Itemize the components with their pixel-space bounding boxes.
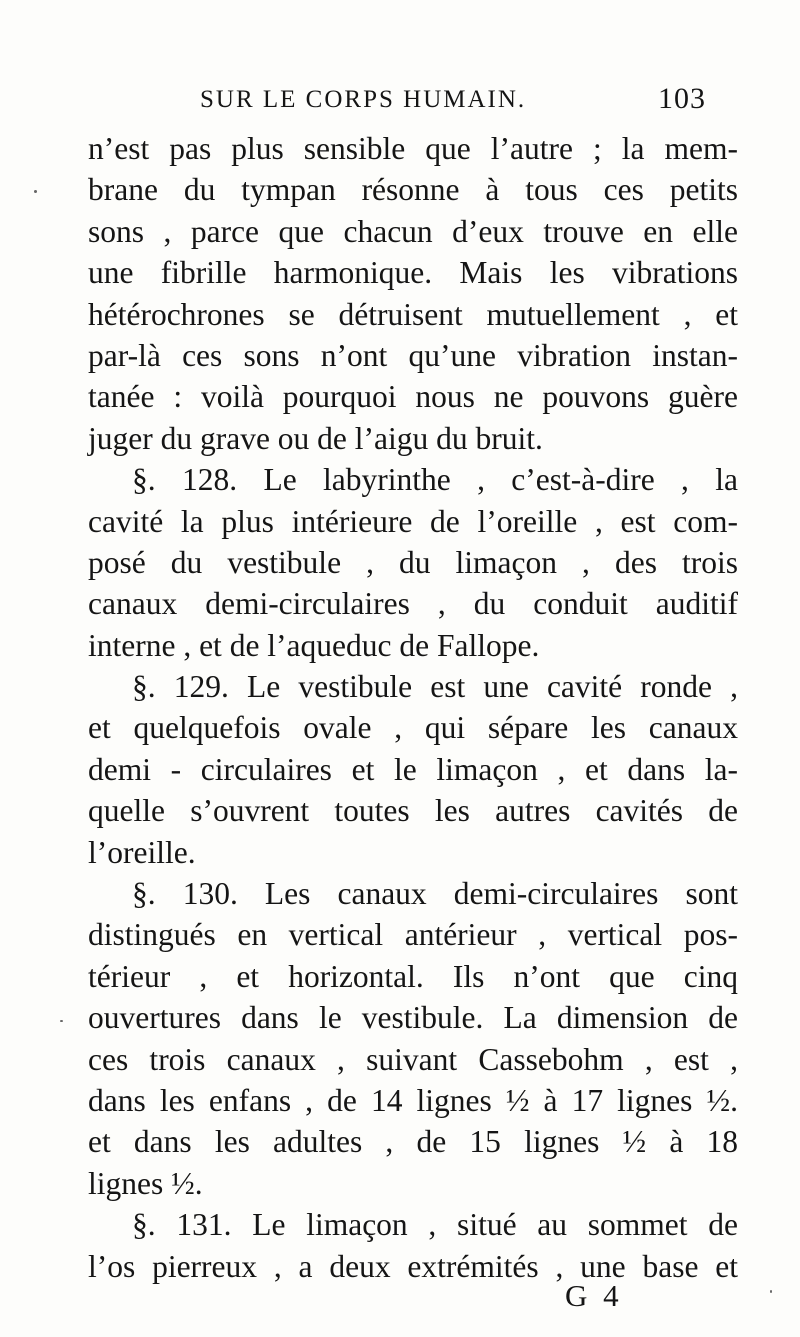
text-line: n’est pas plus sensible que l’autre ; la mem- — [88, 131, 738, 166]
paper-speck — [60, 1020, 63, 1022]
text-line: distingués en vertical antérieur , vertical pos- — [88, 917, 738, 953]
paper-speck — [34, 190, 37, 193]
text-line: juger du grave ou de l’aigu du bruit. — [88, 420, 543, 456]
text-line: lignes ½. — [88, 1165, 203, 1201]
text-line: canaux demi-circulaires , du conduit auditif — [88, 586, 738, 622]
text-line: et dans les adultes , de 15 lignes ½ à 18 — [88, 1124, 738, 1160]
text-line: une fibrille harmonique. Mais les vibrations — [88, 255, 738, 291]
text-line: brane du tympan résonne à tous ces petits — [88, 172, 738, 208]
text-line: quelle s’ouvrent toutes les autres cavités de — [88, 793, 738, 829]
text-line: dans les enfans , de 14 lignes ½ à 17 lignes ½. — [88, 1082, 738, 1118]
text-line: hétérochrones se détruisent mutuellement , et — [88, 296, 738, 332]
paper-speck — [770, 1290, 772, 1293]
running-title: SUR LE CORPS HUMAIN. — [200, 86, 527, 113]
text-line: §. 130. Les canaux demi-circulaires sont — [132, 876, 738, 912]
text-line: posé du vestibule , du limaçon , des trois — [88, 544, 738, 580]
page-number: 103 — [658, 82, 706, 115]
text-line: tanée : voilà pourquoi nous ne pouvons guère — [88, 379, 738, 415]
text-line: §. 131. Le limaçon , situé au sommet de — [132, 1207, 738, 1243]
text-line: l’oreille. — [88, 834, 196, 870]
text-line: §. 128. Le labyrinthe , c’est-à-dire , la — [132, 462, 738, 498]
text-line: ouvertures dans le vestibule. La dimension de — [88, 1000, 738, 1036]
text-line: interne , et de l’aqueduc de Fallope. — [88, 627, 540, 663]
text-line: l’os pierreux , a deux extrémités , une base et — [88, 1248, 738, 1284]
body-text — [88, 128, 738, 1287]
text-line: demi - circulaires et le limaçon , et dans la- — [88, 751, 738, 787]
text-line: §. 129. Le vestibule est une cavité ronde , — [132, 669, 738, 705]
signature-mark: G 4 — [565, 1278, 623, 1313]
text-line: cavité la plus intérieure de l’oreille , est com- — [88, 503, 738, 539]
text-line: et quelquefois ovale , qui sépare les canaux — [88, 710, 738, 746]
text-line: térieur , et horizontal. Ils n’ont que cinq — [88, 958, 738, 994]
text-line: par-là ces sons n’ont qu’une vibration instan- — [88, 337, 738, 373]
text-line: ces trois canaux , suivant Cassebohm , est , — [88, 1041, 738, 1077]
text-line: sons , parce que chacun d’eux trouve en elle — [88, 213, 738, 249]
